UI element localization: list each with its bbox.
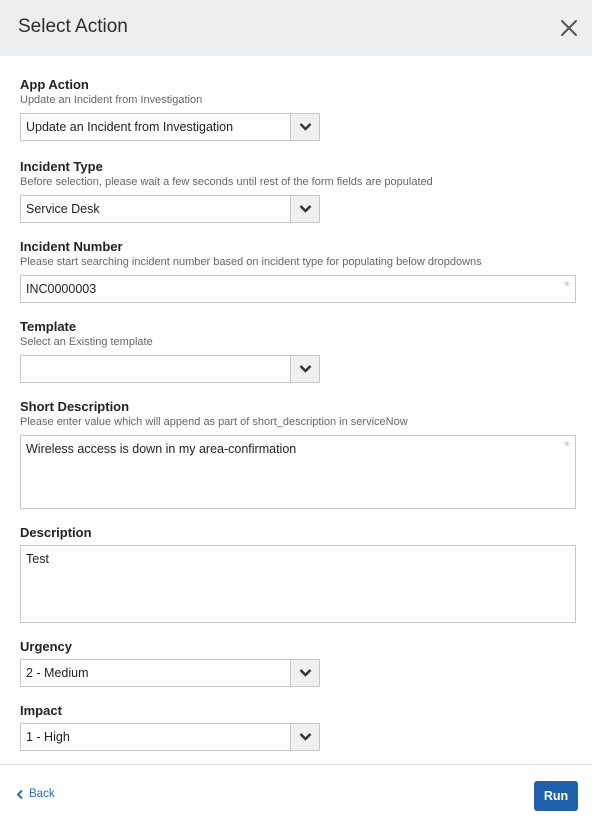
dialog-title: Select Action (18, 16, 128, 37)
back-button[interactable] (16, 788, 55, 800)
urgency-label: Urgency (20, 639, 73, 654)
close-button[interactable] (558, 17, 580, 39)
template-help: Select an Existing template (20, 336, 153, 348)
app-action-label: App Action (20, 77, 89, 92)
description-textarea[interactable] (20, 545, 576, 623)
template-select[interactable] (20, 355, 320, 383)
required-indicator: * (563, 279, 570, 296)
urgency-select[interactable] (20, 659, 320, 687)
short-description-help: Please enter value which will append as part of short_description in serviceNow (20, 416, 408, 428)
chevron-down-icon (299, 364, 312, 374)
template-label: Template (20, 319, 77, 334)
incident-number-help: Please start searching incident number based on incident type for populating below dropdowns (20, 256, 482, 268)
description-label: Description (20, 525, 92, 540)
chevron-down-icon (299, 204, 312, 214)
run-button[interactable]: Run (534, 781, 578, 811)
short-description-label: Short Description (20, 399, 130, 414)
chevron-down-icon (299, 732, 312, 742)
impact-label: Impact (20, 703, 62, 718)
app-action-dropdown-button[interactable] (290, 114, 319, 140)
urgency-dropdown-button[interactable] (290, 660, 319, 686)
incident-number-input[interactable] (20, 275, 576, 303)
footer-divider (0, 764, 592, 765)
incident-type-select[interactable] (20, 195, 320, 223)
back-label: Back (29, 788, 55, 800)
dialog-header (0, 0, 592, 56)
incident-type-help: Before selection, please wait a few seconds until rest of the form fields are populated (20, 176, 433, 188)
description-value: Test (26, 552, 49, 566)
incident-type-dropdown-button[interactable] (290, 196, 319, 222)
incident-type-label: Incident Type (20, 159, 103, 174)
app-action-select[interactable] (20, 113, 320, 141)
urgency-value: 2 - Medium (26, 666, 89, 680)
chevron-down-icon (299, 122, 312, 132)
app-action-value: Update an Incident from Investigation (26, 120, 234, 134)
chevron-left-icon (16, 789, 24, 800)
required-indicator: * (563, 439, 570, 456)
chevron-down-icon (299, 668, 312, 678)
app-action-help: Update an Incident from Investigation (20, 94, 203, 106)
close-icon (558, 17, 580, 39)
impact-value: 1 - High (26, 730, 70, 744)
short-description-textarea[interactable] (20, 435, 576, 509)
incident-type-value: Service Desk (26, 202, 100, 216)
template-dropdown-button[interactable] (290, 356, 319, 382)
impact-select[interactable] (20, 723, 320, 751)
short-description-value: Wireless access is down in my area-confirmation (26, 442, 297, 456)
incident-number-value: INC0000003 (26, 282, 97, 296)
incident-number-label: Incident Number (20, 239, 123, 254)
impact-dropdown-button[interactable] (290, 724, 319, 750)
